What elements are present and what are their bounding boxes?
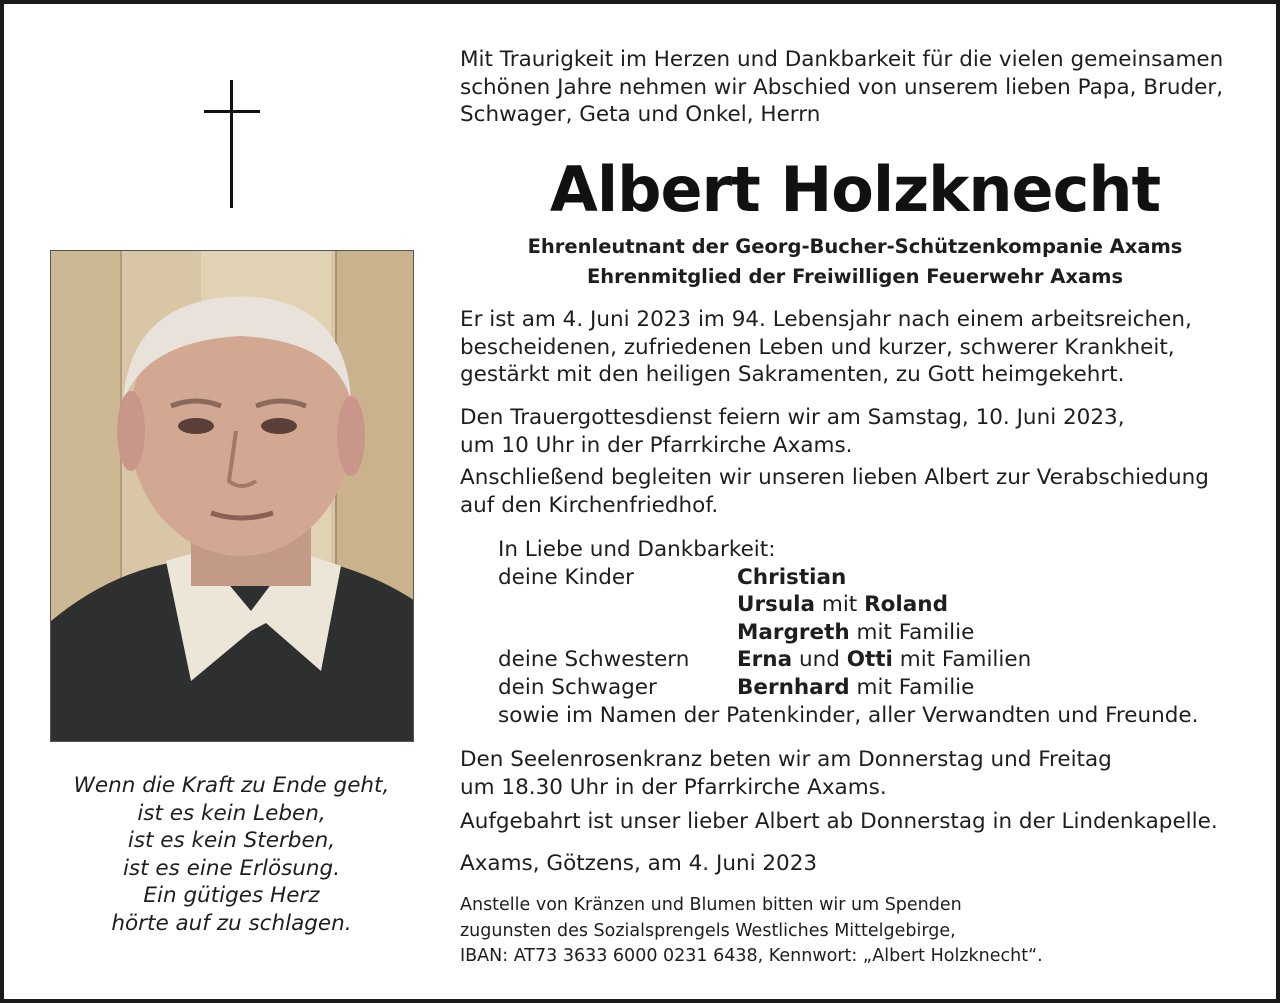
text-line: um 10 Uhr in der Pfarrkirche Axams. (460, 432, 853, 458)
death-notice (460, 306, 1192, 389)
cross-icon (204, 80, 260, 208)
intro-text (460, 46, 1223, 129)
mourner-name: Roland (864, 592, 948, 618)
portrait-photo (50, 250, 414, 742)
title-line: Ehrenleutnant der Georg-Bucher-Schützenkompanie Axams (527, 235, 1183, 258)
deceased-name: Albert Holzknecht (549, 153, 1161, 226)
place-date: Axams, Götzens, am 4. Juni 2023 (460, 851, 818, 876)
mourner-name: Ursula (737, 592, 816, 618)
text-line: um 18.30 Uhr in der Pfarrkirche Axams. (460, 774, 887, 800)
text-line: Den Seelenrosenkranz beten wir am Donnerstag und Freitag (460, 747, 1112, 772)
text-line: schönen Jahre nehmen wir Abschied von unserem lieben Papa, Bruder, (460, 74, 1224, 100)
burial-text (460, 464, 1209, 519)
quote-line: ist es kein Sterben, (127, 828, 336, 854)
quote-line: hörte auf zu schlagen. (111, 910, 352, 936)
mourners-heading: In Liebe und Dankbarkeit: (498, 537, 776, 562)
mourner-name: Erna (737, 647, 793, 673)
text-line: auf den Kirchenfriedhof. (460, 492, 719, 518)
sisters-label: deine Schwestern (498, 647, 690, 673)
text-line: Anschließend begleiten wir unseren lieben Albert zur Verabschiedung (460, 465, 1209, 490)
text-line: gestärkt mit den heiligen Sakramenten, zu Gott heimgekehrt. (460, 362, 1125, 388)
brother-in-law-label: dein Schwager (498, 674, 657, 700)
quote-line: ist es kein Leben, (137, 800, 326, 826)
memorial-quote (44, 772, 419, 938)
connector-text: mit Familie (856, 619, 975, 645)
text-line: zugunsten des Sozialsprengels Westliches Mittelgebirge, (460, 920, 956, 941)
honorary-titles (460, 232, 1250, 292)
mourner-name: Margreth (737, 619, 850, 645)
mourner-name: Christian (737, 564, 847, 590)
mourner-name: Otti (846, 647, 893, 673)
funeral-service (460, 404, 1125, 459)
text-line: Den Trauergottesdienst feiern wir am Samstag, 10. Juni 2023, (460, 405, 1125, 430)
mourner-name: Bernhard (737, 674, 850, 700)
text-line: Mit Traurigkeit im Herzen und Dankbarkeit für die vielen gemeinsamen (460, 47, 1224, 72)
text-line: Er ist am 4. Juni 2023 im 94. Lebensjahr nach einem arbeitsreichen, (460, 307, 1192, 332)
connector-text: und (798, 647, 840, 673)
children-label: deine Kinder (498, 564, 634, 590)
quote-line: Ein gütiges Herz (143, 883, 320, 909)
title-line: Ehrenmitglied der Freiwilligen Feuerwehr Axams (586, 265, 1124, 288)
text-line: Anstelle von Kränzen und Blumen bitten wir um Spenden (460, 895, 962, 915)
connector-text: mit (821, 592, 858, 618)
donation-text (460, 893, 1043, 970)
rosary-text (460, 746, 1112, 801)
mourners-closing: sowie im Namen der Patenkinder, aller Verwandten und Freunde. (498, 702, 1199, 728)
connector-text: mit Familie (856, 674, 975, 700)
quote-line: ist es eine Erlösung. (122, 855, 341, 881)
laid-out-text: Aufgebahrt ist unser lieber Albert ab Donnerstag in der Lindenkapelle. (460, 809, 1218, 834)
text-line: bescheidenen, zufriedenen Leben und kurzer, schwerer Krankheit, (460, 334, 1175, 360)
connector-text: mit Familien (899, 647, 1032, 673)
text-line: IBAN: AT73 3633 6000 0231 6438, Kennwort: „Albert Holzknecht“. (460, 946, 1043, 966)
quote-line: Wenn die Kraft zu Ende geht, (73, 773, 390, 798)
text-line: Schwager, Geta und Onkel, Herrn (460, 102, 821, 128)
